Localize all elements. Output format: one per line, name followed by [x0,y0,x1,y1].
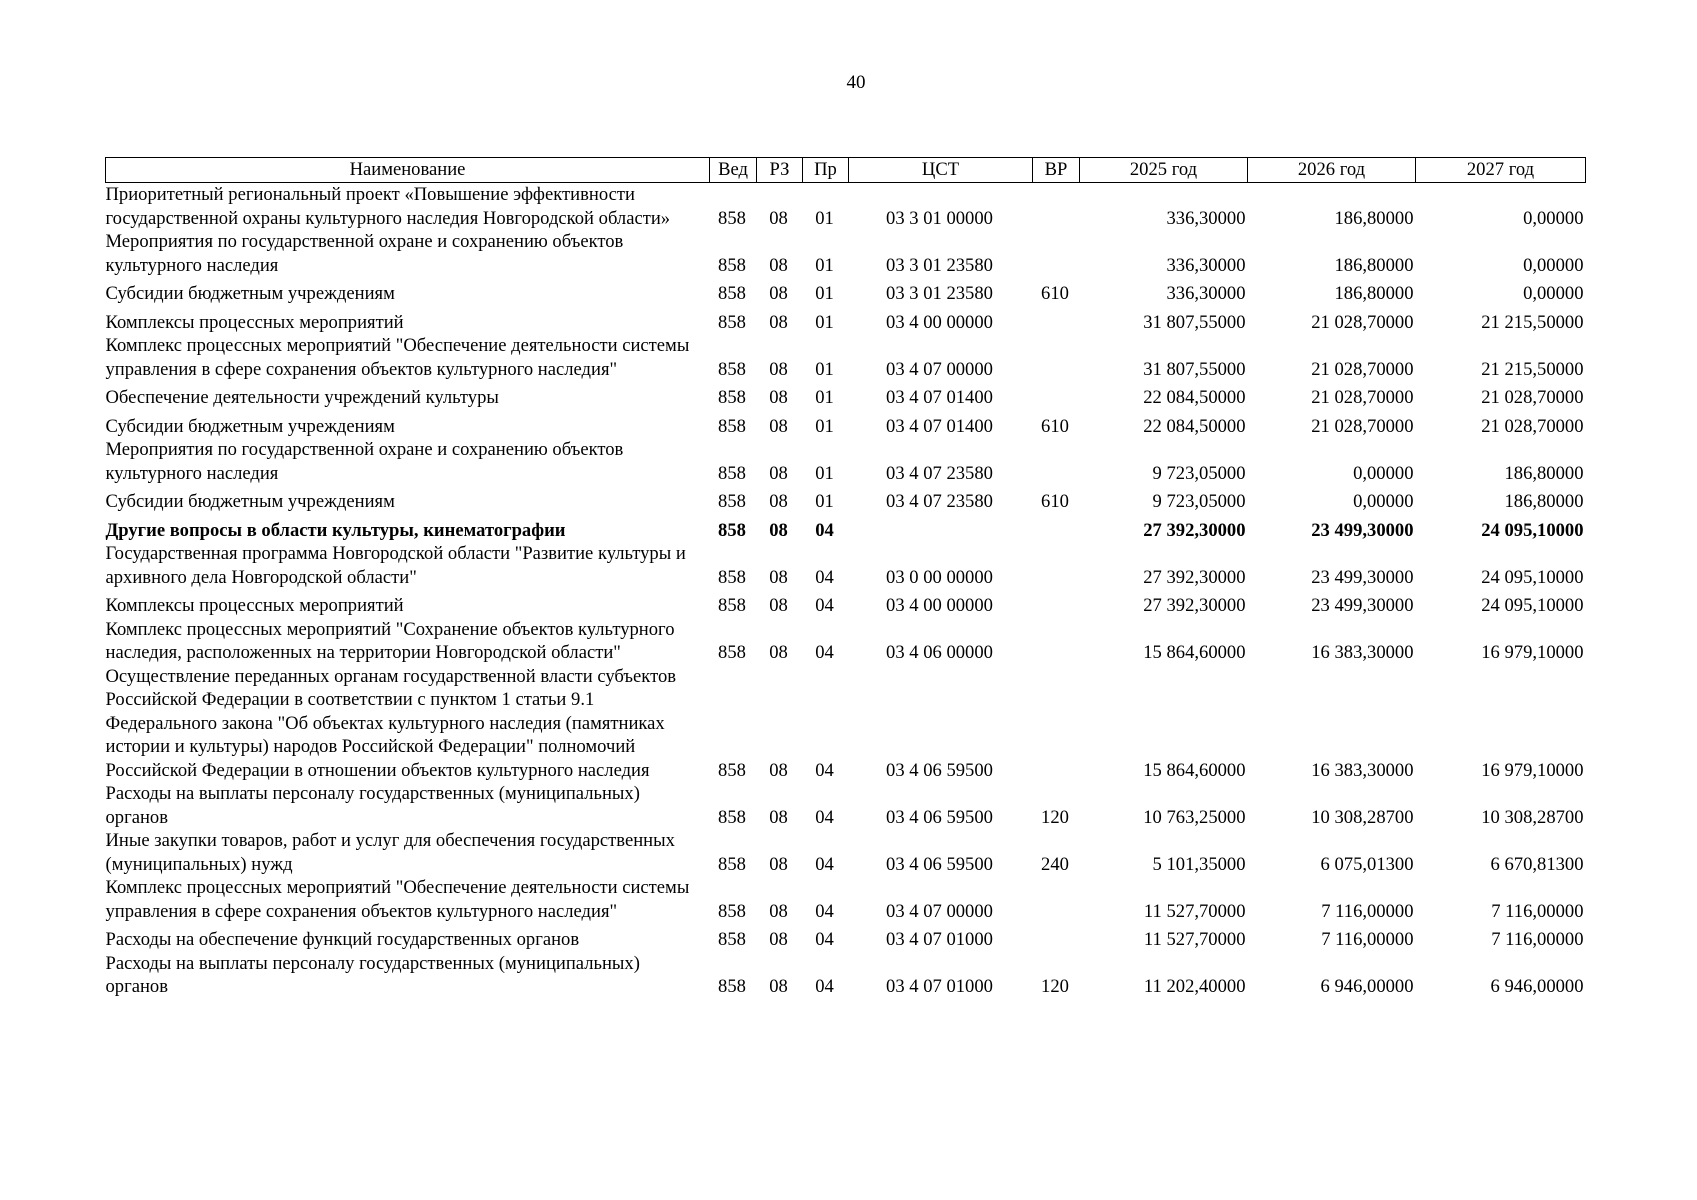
table-row [106,277,1586,306]
row-value-2025: 31 807,55000 [1143,358,1246,380]
row-pr: 04 [815,519,834,541]
row-value-2026: 186,80000 [1334,254,1414,276]
row-vr [1033,876,1080,923]
row-name: Комплекс процессных мероприятий "Обеспечение деятельности системы управления в сфере сохранения объектов культурного наследия" [105,877,690,922]
row-value-2026: 0,00000 [1353,462,1414,484]
row-value-2026: 7 116,00000 [1321,929,1414,950]
row-value-2025: 15 864,60000 [1143,642,1246,663]
row-cst: 03 4 07 23580 [886,491,993,512]
row-pr: 04 [815,929,834,950]
row-value-2027: 24 095,10000 [1481,595,1584,616]
row-ved: 858 [718,519,746,541]
row-value-2027: 21 028,70000 [1481,415,1584,437]
row-ved: 858 [718,929,746,950]
row-vr [1033,589,1080,618]
row-name: Обеспечение деятельности учреждений культуры [105,387,499,408]
row-name: Комплекс процессных мероприятий "Сохранение объектов культурного наследия, расположенных на территории Новгородской области" [105,618,675,663]
row-value-2027: 21 215,50000 [1481,358,1584,380]
table-row [106,514,1586,543]
row-pr: 01 [815,207,834,229]
row-ved: 858 [718,491,746,512]
row-pr: 04 [815,976,834,997]
row-name: Комплексы процессных мероприятий [105,595,404,616]
row-pr: 04 [815,900,834,922]
row-value-2025: 15 864,60000 [1143,759,1246,781]
row-pr: 01 [815,254,834,276]
row-value-2027: 0,00000 [1523,254,1584,276]
header-ved: Вед [710,158,757,183]
table-row [106,782,1586,829]
row-pr: 01 [815,358,834,380]
row-ved: 858 [718,806,746,828]
row-value-2026: 16 383,30000 [1311,759,1414,781]
table-row [106,230,1586,277]
row-value-2025: 336,30000 [1166,254,1246,276]
row-rz: 08 [769,462,788,484]
row-vr: 610 [1041,491,1069,512]
row-vr: 610 [1041,283,1069,304]
row-cst: 03 4 06 00000 [886,642,993,663]
table-row [106,589,1586,618]
row-rz: 08 [769,566,788,588]
row-value-2025: 336,30000 [1166,283,1246,304]
row-ved: 858 [718,759,746,781]
row-rz: 08 [769,976,788,997]
row-vr: 610 [1041,415,1069,437]
row-vr [1033,230,1080,277]
row-value-2027: 7 116,00000 [1491,929,1584,950]
row-cst: 03 4 06 59500 [886,759,993,781]
row-ved: 858 [718,642,746,663]
table-row [106,876,1586,923]
row-value-2026: 16 383,30000 [1311,642,1414,663]
row-rz: 08 [769,415,788,437]
table-row [106,438,1586,485]
row-rz: 08 [769,254,788,276]
row-value-2027: 24 095,10000 [1481,519,1584,541]
table-row [106,923,1586,952]
row-pr: 01 [815,283,834,304]
row-value-2027: 0,00000 [1523,283,1584,304]
row-ved: 858 [718,415,746,437]
row-ved: 858 [718,358,746,380]
row-value-2027: 6 946,00000 [1490,976,1584,997]
row-pr: 01 [815,462,834,484]
row-value-2026: 21 028,70000 [1311,311,1414,333]
row-value-2025: 27 392,30000 [1143,519,1246,541]
row-value-2027: 186,80000 [1504,491,1584,512]
row-rz: 08 [769,207,788,229]
row-vr [1033,306,1080,335]
row-value-2025: 27 392,30000 [1143,595,1246,616]
row-rz: 08 [769,900,788,922]
row-name: Иные закупки товаров, работ и услуг для обеспечения государственных (муниципальных) нужд [105,830,675,875]
row-vr: 240 [1041,853,1069,875]
row-name: Расходы на обеспечение функций государственных органов [105,929,580,950]
row-name: Мероприятия по государственной охране и сохранению объектов культурного наследия [105,231,624,276]
header-cst: ЦСТ [849,158,1033,183]
row-rz: 08 [769,806,788,828]
table-row [106,306,1586,335]
row-cst: 03 4 07 01000 [886,976,993,997]
row-value-2025: 9 723,05000 [1152,462,1246,484]
row-rz: 08 [769,387,788,408]
row-cst: 03 4 07 00000 [886,358,993,380]
header-pr: Пр [803,158,849,183]
row-cst: 03 0 00 00000 [886,566,993,588]
row-value-2025: 9 723,05000 [1152,491,1246,512]
row-value-2026: 10 308,28700 [1311,806,1414,828]
row-value-2026: 0,00000 [1353,491,1414,512]
header-2027: 2027 год [1416,158,1586,183]
row-vr [1033,665,1080,783]
row-ved: 858 [718,387,746,408]
row-name: Другие вопросы в области культуры, кинематографии [105,519,566,541]
row-ved: 858 [718,207,746,229]
row-value-2026: 23 499,30000 [1311,519,1414,541]
row-vr [1033,514,1080,543]
table-row [106,829,1586,876]
row-value-2026: 7 116,00000 [1321,900,1414,922]
page-number: 40 [846,72,866,93]
row-cst: 03 4 07 01000 [886,929,993,950]
table-row [106,410,1586,439]
row-ved: 858 [718,311,746,333]
row-ved: 858 [718,254,746,276]
row-cst: 03 4 00 00000 [886,595,993,616]
row-ved: 858 [718,566,746,588]
table-body [106,183,1586,999]
row-pr: 04 [815,853,834,875]
row-cst: 03 4 07 23580 [886,462,993,484]
row-ved: 858 [718,283,746,304]
row-name: Комплекс процессных мероприятий "Обеспечение деятельности системы управления в сфере сохранения объектов культурного наследия" [105,335,690,380]
row-name: Мероприятия по государственной охране и сохранению объектов культурного наследия [105,439,624,484]
table-row [106,952,1586,999]
row-rz: 08 [769,358,788,380]
row-cst: 03 4 07 01400 [886,387,993,408]
row-value-2027: 10 308,28700 [1481,806,1584,828]
row-cst: 03 4 06 59500 [886,853,993,875]
row-value-2025: 11 527,70000 [1143,900,1246,922]
row-name: Субсидии бюджетным учреждениям [105,491,395,512]
row-pr: 04 [815,759,834,781]
row-name: Осуществление переданных органам государственной власти субъектов Российской Федерации в соответствии с пунктом 1 статьи 9.1 Федерального закона "Об объектах культурного наследия (памятниках истории и культуры) народов Российской Федерации" полномочий Российской Федерации в отношении объектов культурного наследия [105,665,677,781]
row-rz: 08 [769,519,788,541]
row-ved: 858 [718,976,746,997]
table-header-row [106,158,1586,183]
row-value-2026: 21 028,70000 [1311,358,1414,380]
row-rz: 08 [769,759,788,781]
row-cst [849,514,1033,543]
row-name: Расходы на выплаты персоналу государственных (муниципальных) органов [105,783,640,828]
row-pr: 01 [815,491,834,512]
row-pr: 04 [815,595,834,616]
row-value-2026: 23 499,30000 [1311,566,1414,588]
row-cst: 03 3 01 23580 [886,254,993,276]
header-rz: РЗ [757,158,803,183]
row-value-2025: 31 807,55000 [1143,311,1246,333]
row-rz: 08 [769,642,788,663]
row-value-2026: 6 946,00000 [1320,976,1414,997]
row-name: Субсидии бюджетным учреждениям [105,415,395,437]
row-value-2027: 6 670,81300 [1490,853,1584,875]
row-rz: 08 [769,853,788,875]
row-ved: 858 [718,595,746,616]
row-ved: 858 [718,900,746,922]
row-rz: 08 [769,929,788,950]
row-cst: 03 4 06 59500 [886,806,993,828]
row-pr: 04 [815,642,834,663]
row-cst: 03 3 01 23580 [886,283,993,304]
row-value-2026: 21 028,70000 [1311,415,1414,437]
row-value-2026: 186,80000 [1334,283,1414,304]
row-vr [1033,542,1080,589]
table-row [106,334,1586,381]
row-value-2025: 11 202,40000 [1143,976,1246,997]
row-value-2025: 11 527,70000 [1143,929,1246,950]
row-value-2027: 16 979,10000 [1481,759,1584,781]
row-pr: 04 [815,566,834,588]
row-value-2026: 6 075,01300 [1320,853,1414,875]
row-cst: 03 4 07 00000 [886,900,993,922]
table-row [106,485,1586,514]
table-row [106,665,1586,783]
row-value-2025: 10 763,25000 [1143,806,1246,828]
row-value-2026: 23 499,30000 [1311,595,1414,616]
row-vr: 120 [1041,976,1069,997]
row-value-2027: 0,00000 [1523,207,1584,229]
row-value-2025: 22 084,50000 [1143,387,1246,408]
row-value-2027: 7 116,00000 [1491,900,1584,922]
header-vr: ВР [1033,158,1080,183]
header-2026: 2026 год [1248,158,1416,183]
row-name: Субсидии бюджетным учреждениям [105,283,395,304]
header-2025: 2025 год [1080,158,1248,183]
row-value-2027: 16 979,10000 [1481,642,1584,663]
row-pr: 01 [815,387,834,408]
row-name: Государственная программа Новгородской области "Развитие культуры и архивного дела Новгородской области" [105,543,686,588]
row-pr: 01 [815,311,834,333]
row-cst: 03 3 01 00000 [886,207,993,229]
row-value-2026: 21 028,70000 [1311,387,1414,408]
header-name: Наименование [106,158,710,183]
row-name: Расходы на выплаты персоналу государственных (муниципальных) органов [105,952,640,997]
row-value-2025: 5 101,35000 [1152,853,1246,875]
row-pr: 04 [815,806,834,828]
row-rz: 08 [769,595,788,616]
table-row [106,183,1586,231]
row-rz: 08 [769,283,788,304]
row-value-2027: 186,80000 [1504,462,1584,484]
row-cst: 03 4 07 01400 [886,415,993,437]
row-vr [1033,923,1080,952]
row-value-2027: 21 215,50000 [1481,311,1584,333]
row-value-2025: 27 392,30000 [1143,566,1246,588]
row-value-2027: 24 095,10000 [1481,566,1584,588]
table-row [106,618,1586,665]
row-vr [1033,618,1080,665]
row-value-2027: 21 028,70000 [1481,387,1584,408]
row-vr [1033,381,1080,410]
row-value-2025: 336,30000 [1166,207,1246,229]
row-value-2026: 186,80000 [1334,207,1414,229]
row-vr: 120 [1041,806,1069,828]
table-row [106,381,1586,410]
table-row [106,542,1586,589]
row-name: Комплексы процессных мероприятий [105,311,404,333]
row-rz: 08 [769,311,788,333]
row-pr: 01 [815,415,834,437]
row-value-2025: 22 084,50000 [1143,415,1246,437]
row-ved: 858 [718,853,746,875]
row-rz: 08 [769,491,788,512]
row-vr [1033,334,1080,381]
row-vr [1033,438,1080,485]
row-cst: 03 4 00 00000 [886,311,993,333]
row-ved: 858 [718,462,746,484]
row-name: Приоритетный региональный проект «Повышение эффективности государственной охраны культурного наследия Новгородской области» [105,184,671,229]
budget-table [105,157,1586,999]
row-vr [1033,183,1080,231]
